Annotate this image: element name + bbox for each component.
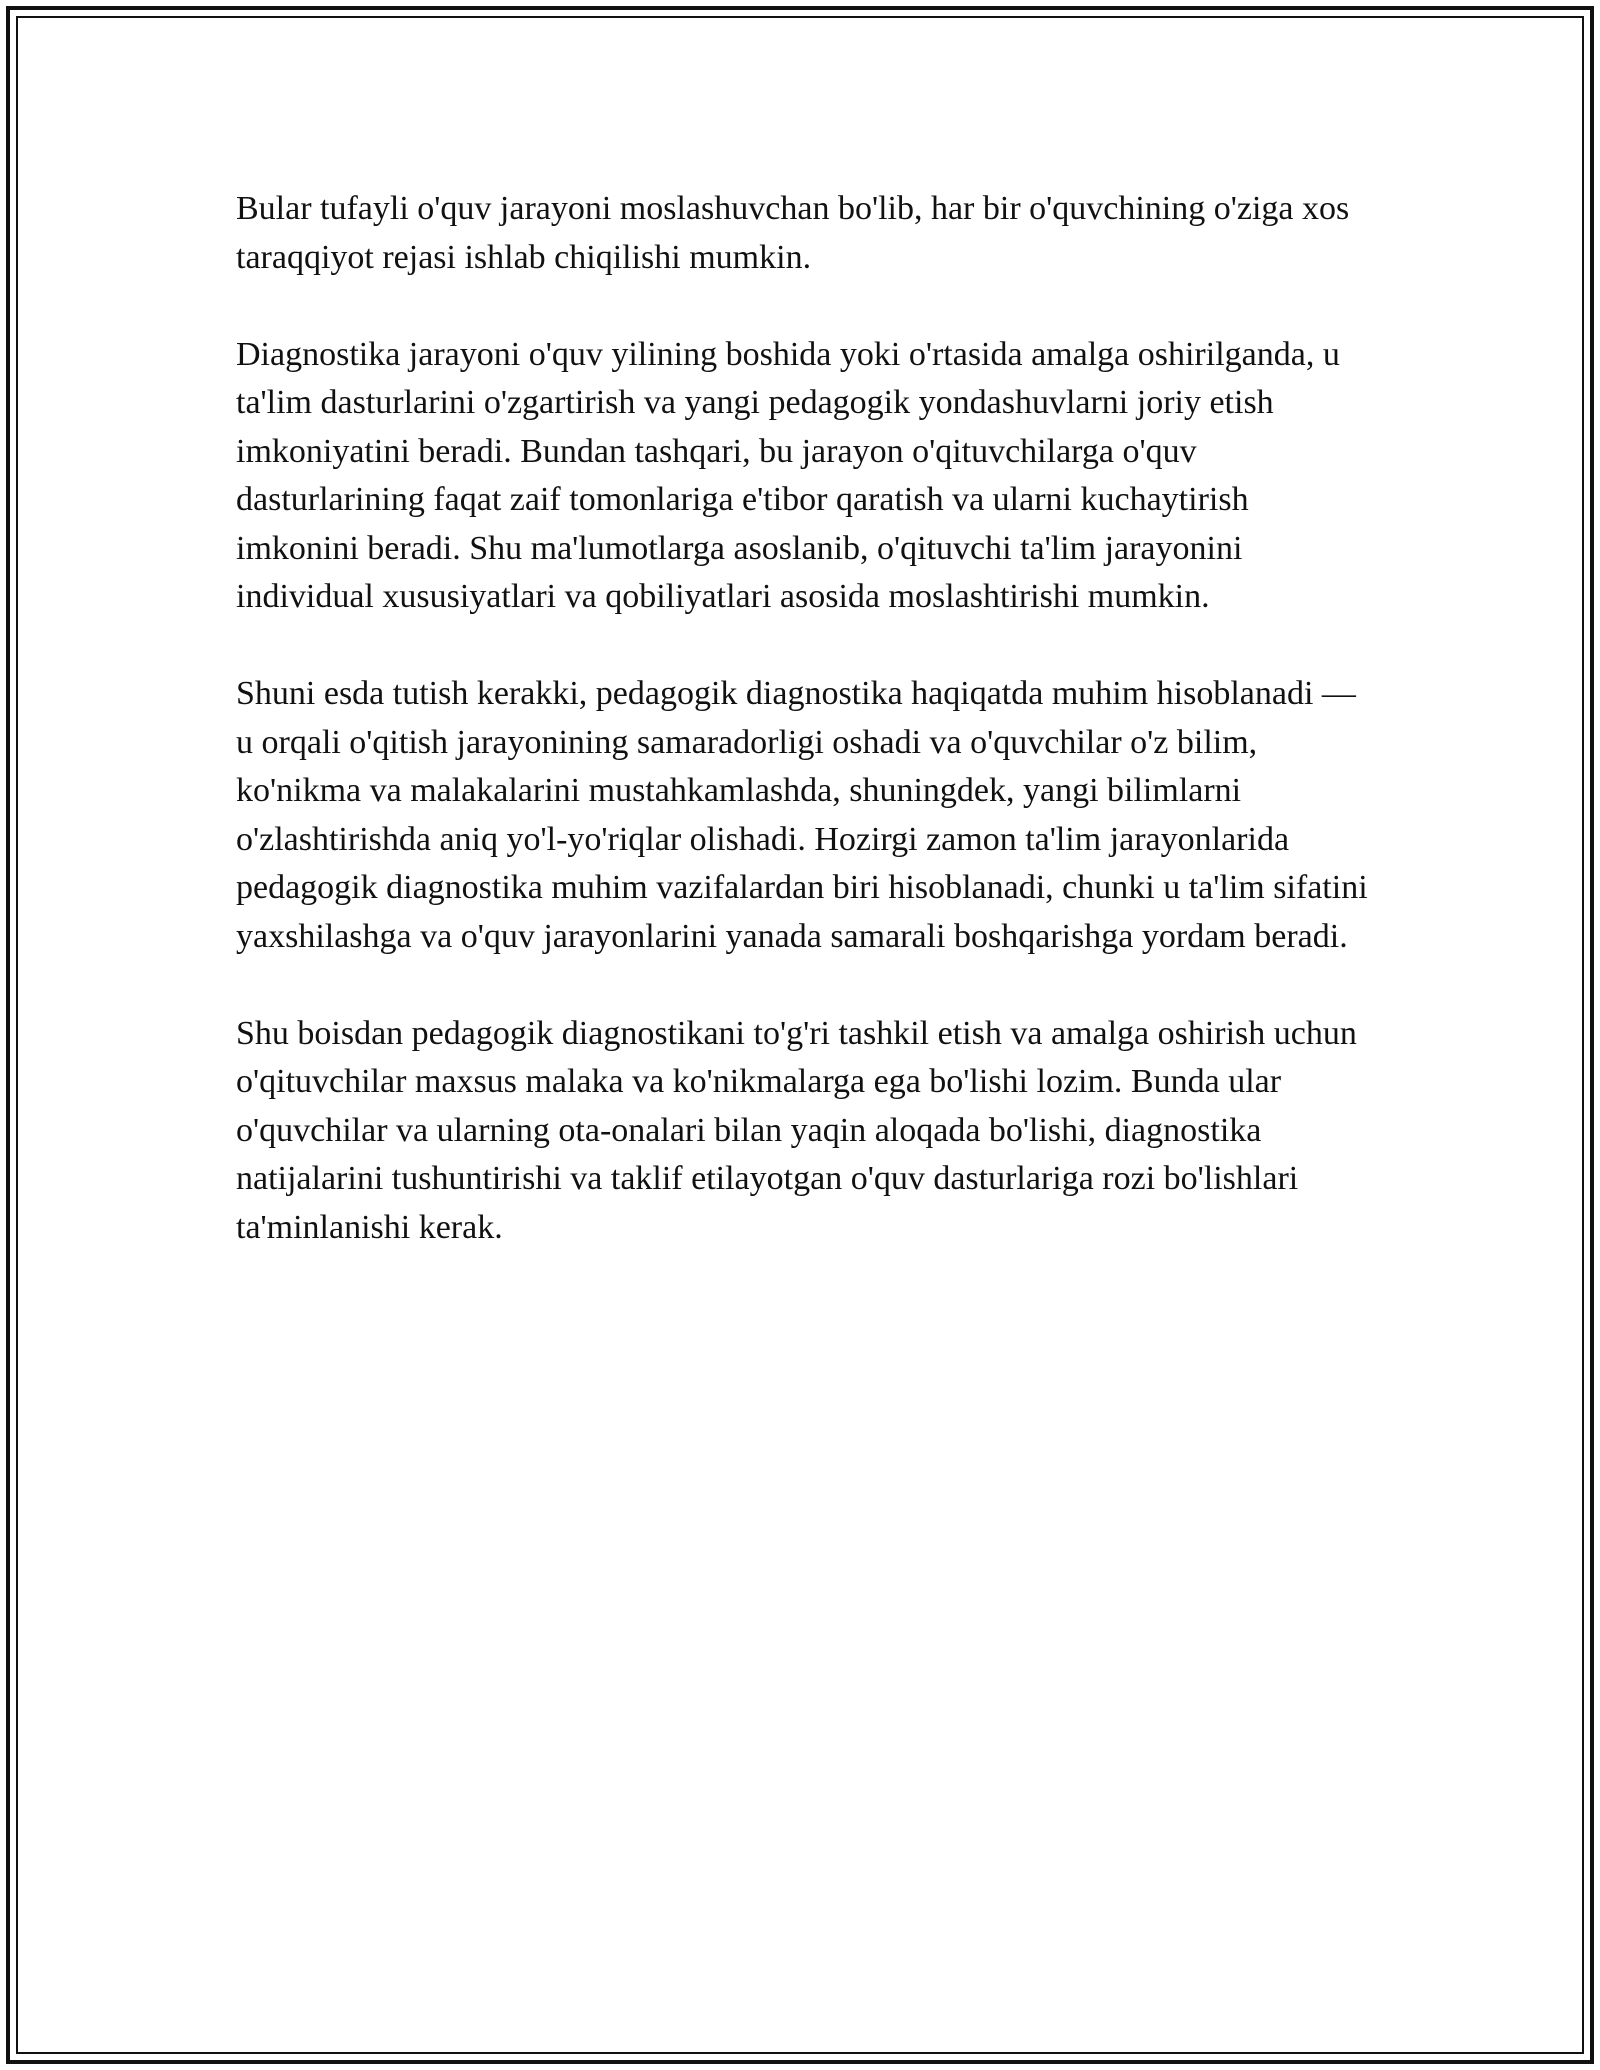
paragraph-2: Diagnostika jarayoni o'quv yilining boshida yoki o'rtasida amalga oshirilganda, u ta'lim dasturlarini o'zgartirish va yangi pedagogik yondashuvlarni joriy etish imkoniyatini beradi. Bundan tashqari, bu jarayon o'qituvchilarga o'quv dasturlarining faqat zaif tomonlariga e'tibor qaratish va ularni kuchaytirish imkonini beradi. Shu ma'lumotlarga asoslanib, o'qituvchi ta'lim jarayonini individual xususiyatlari va qobiliyatlari asosida moslashtirishi mumkin. [236, 335, 1340, 615]
paragraph-3: Shuni esda tutish kerakki, pedagogik diagnostika haqiqatda muhim hisoblanadi — u orqali o'qitish jarayonining samaradorligi oshadi va o'quvchilar o'z bilim, ko'nikma va malakalarini mustahkamlashda, shuningdek, yangi bilimlarni o'zlashtirishda aniq yo'l-yo'riqlar olishadi. Hozirgi zamon ta'lim jarayonlarida pedagogik diagnostika muhim vazifalardan biri hisoblanadi, chunki u ta'lim sifatini yaxshilashga va o'quv jarayonlarini yanada samarali boshqarishga yordam beradi. [236, 675, 1368, 955]
paragraph-1: Bular tufayli o'quv jarayoni moslashuvchan bo'lib, har bir o'quvchining o'ziga xos taraqqiyot rejasi ishlab chiqilishi mumkin. [236, 190, 1350, 276]
paragraph-4: Shu boisdan pedagogik diagnostikani to'g'ri tashkil etish va amalga oshirish uchun o'qituvchilar maxsus malaka va ko'nikmalarga ega bo'lishi lozim. Bunda ular o'quvchilar va ularning ota-onalari bilan yaqin aloqada bo'lishi, diagnostika natijalarini tushuntirishi va taklif etilayotgan o'quv dasturlariga rozi bo'lishlari ta'minlanishi kerak. [236, 1014, 1357, 1246]
document-body [236, 185, 1376, 1301]
